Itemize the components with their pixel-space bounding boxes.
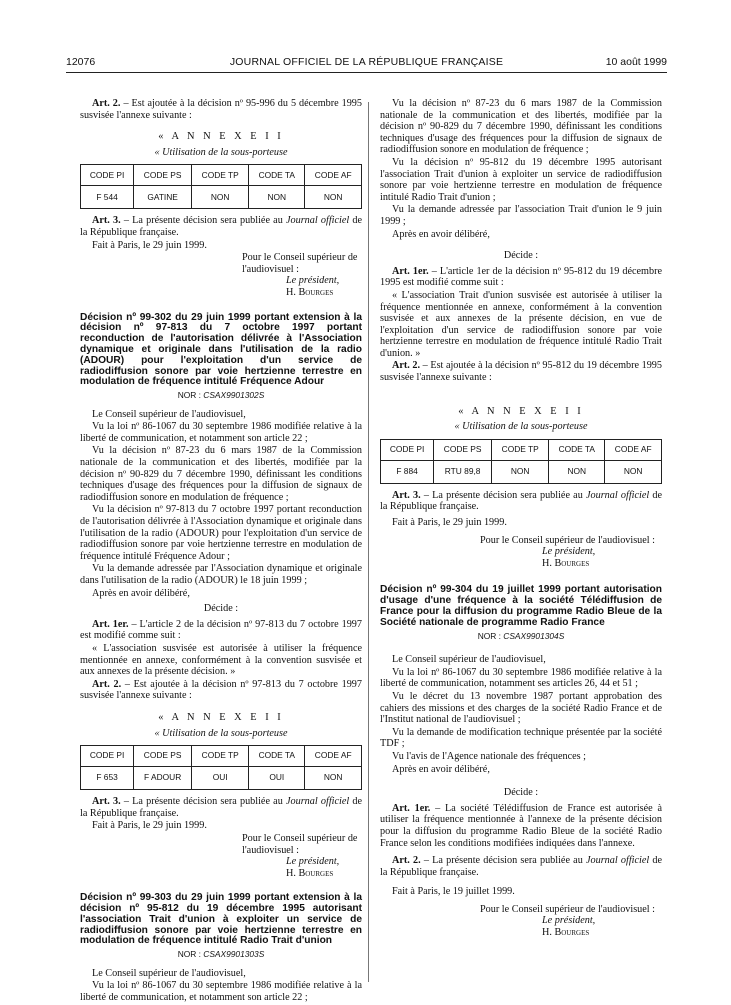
annexe-title: « A N N E X E I I: [158, 131, 284, 143]
fait-line: Fait à Paris, le 29 juin 1999.: [92, 820, 207, 832]
table-row: F 884 RTU 89,8 NON NON NON: [381, 460, 662, 483]
annexe-table: CODE PI CODE PS CODE TP CODE TA CODE AF F 544 GATINE NON NON NON: [80, 164, 362, 209]
article: Art. 3. – La présente décision sera publiée au Journal officiel de la République française.: [80, 796, 363, 819]
annexe-title: « A N N E X E I I: [158, 711, 284, 723]
article: Art. 3. – La présente décision sera publiée au Journal officiel de la République française.: [80, 215, 363, 238]
decision-title: Décision nº 99-303 du 29 juin 1999 portant extension à la décision nº 95-812 du 19 décembre 1995 autorisant l'association Trait d'union à exploiter un service de radiodiffusion sonore par voie hertzienne terrestre en modulation de fréquence intitulé Radio Trait d'union: [80, 892, 362, 947]
left-column: Art. 2. – Est ajoutée à la décision nº 95-996 du 5 décembre 1995 susvisée l'annexe suivante : « A N N E X E I I « Utilisation de la sous-porteuse CODE PI CODE PS CODE TP CODE TA CODE AF F 544 GATINE NON NON NON Art. 3. – La présente décision sera publiée au Journal officiel de la République française. Fait à Paris, le 29 juin 1999. Pour le Conseil supérieur de l'audiovisuel : Le président, H. Bourges Décision nº 99-302 du 29 juin 1999 portant extension à la décision nº 97-813 du 7 octobre 1997 portant reconduction de l'autorisation délivrée à l'Association dynamique et originale dans l'utilisation de la radio (ADOUR) pour l'exploitation d'un service de radiodiffusion sonore par voie hertzienne terrestre en modulation de fréquence intitulé Fréquence Adour NOR : CSAX9901302S Le Conseil supérieur de l'audiovisuel, Vu la loi nº 86-1067 du 30 septembre 1986 modifiée relative à la liberté de communication, et notamment son article 22 ; Vu la décision nº 87-23 du 6 mars 1987 de la Commission nationale de la communication et des libertés, modifiée par la décision nº 90-829 du 7 décembre 1990, définissant les conditions techniques d'usage des fréquences pour la diffusion de signaux de radiodiffusion sonore en modulation de fréquence ; Vu la décision nº 97-813 du 7 octobre 1997 portant reconduction de l'autorisation délivrée à l'Association dynamique et originale dans l'utilisation de la radio (ADOUR) pour l'exploitation d'un service de radiodiffusion sonore par voie hertzienne terrestre en modulation de fréquence intitulé Fréquence Adour ; Vu la demande adressée par l'Association dynamique et originale dans l'utilisation de la radio (ADOUR) le 18 juin 1999 ; Après en avoir délibéré, Décide : Art. 1er. – L'article 2 de la décision nº 97-813 du 7 octobre 1997 est modifié comme suit : « L'association susvisée est autorisée à utiliser la fréquence mentionnée en annexe, conformément à la convention susvisée et aux annexes de la présente décision. » Art. 2. – Est ajoutée à la décision nº 97-813 du 7 octobre 1997 susvisée l'annexe suivante : « A N N E X E I I « Utilisation de la sous-porteuse CODE PI CODE PS CODE TP CODE TA CODE AF F 653 F ADOUR OUI OUI NON Art. 3. – La présente décision sera publiée au Journal officiel de la République française. Fait à Paris, le 29 juin 1999. Pour le Conseil supérieur de l'audiovisuel : Le président, H. Bourges Décision nº 99-303 du 29 juin 1999 portant extension à la décision nº 95-812 du 19 décembre 1995 autorisant l'association Trait d'union à exploiter un service de radiodiffusion sonore par voie hertzienne terrestre en modulation de fréquence intitulé Radio Trait d'union NOR : CSAX9901303S Le Conseil supérieur de l'audiovisuel, Vu la loi nº 86-1067 du 30 septembre 1986 modifiée relative à la liberté de communication, et notamment son article 22 ;: [80, 98, 363, 1004]
header-rule: [66, 72, 667, 73]
decide-heading: Décide :: [203, 603, 239, 615]
signature-block: Pour le Conseil supérieur de l'audiovisuel : Le président, H. Bourges: [242, 252, 358, 298]
article: Art. 3. – La présente décision sera publiée au Journal officiel de la République française.: [380, 489, 663, 513]
decide-heading: Décide :: [503, 250, 539, 262]
decide-heading: Décide :: [503, 787, 539, 799]
nor-reference: NOR : CSAX9901304S: [477, 630, 565, 641]
table-row: F 653 F ADOUR OUI OUI NON: [81, 767, 362, 790]
nor-reference: NOR : CSAX9901302S: [177, 390, 265, 401]
article: Art. 2. – Est ajoutée à la décision nº 97-813 du 7 octobre 1997 susvisée l'annexe suivante :: [80, 678, 362, 702]
annexe-subtitle: « Utilisation de la sous-porteuse: [454, 421, 588, 433]
issue-date: 10 août 1999: [605, 56, 667, 68]
annexe-title: « A N N E X E I I: [458, 405, 584, 417]
column-divider: [368, 102, 369, 982]
table-row: F 544 GATINE NON NON NON: [81, 186, 362, 209]
article: Art. 1er. – L'article 1er de la décision nº 95-812 du 19 décembre 1995 est modifié comme suit :: [380, 265, 662, 289]
nor-reference: NOR : CSAX9901303S: [177, 949, 265, 960]
annexe-subtitle: « Utilisation de la sous-porteuse: [154, 146, 288, 158]
annexe-table: CODE PI CODE PS CODE TP CODE TA CODE AF F 884 RTU 89,8 NON NON NON: [380, 439, 662, 484]
signature-block: Pour le Conseil supérieur de l'audiovisuel : Le président, H. Bourges: [480, 534, 655, 569]
fait-line: Fait à Paris, le 19 juillet 1999.: [392, 886, 515, 898]
page-number: 12076: [66, 56, 96, 68]
fait-line: Fait à Paris, le 29 juin 1999.: [392, 517, 507, 529]
annexe-table: CODE PI CODE PS CODE TP CODE TA CODE AF F 653 F ADOUR OUI OUI NON: [80, 745, 362, 790]
right-column: Vu la décision nº 87-23 du 6 mars 1987 de la Commission nationale de la communication et des libertés, modifiée par la décision nº 90-829 du 7 décembre 1990, définissant les conditions techniques d'usage des fréquences pour la diffusion de signaux de radiodiffusion sonore en modulation de fréquence ; Vu la décision nº 95-812 du 19 décembre 1995 autorisant l'association Trait d'union à exploiter un service de radiodiffusion sonore par voie hertzienne terrestre en modulation de fréquence intitulé Radio Trait d'union ; Vu la demande adressée par l'association Trait d'union le 9 juin 1999 ; Après en avoir délibéré, Décide : Art. 1er. – L'article 1er de la décision nº 95-812 du 19 décembre 1995 est modifié comme suit : « L'association Trait d'union susvisée est autorisée à utiliser la fréquence mentionnée en annexe, conformément à la convention susvisée et aux annexes de la présente décision, en vue de l'exploitation d'un service de radiodiffusion sonore par voie hertzienne terrestre en modulation de fréquence intitulé Radio Trait d'union. » Art. 2. – Est ajoutée à la décision nº 95-812 du 19 décembre 1995 susvisée l'annexe suivante : « A N N E X E I I « Utilisation de la sous-porteuse CODE PI CODE PS CODE TP CODE TA CODE AF F 884 RTU 89,8 NON NON NON Art. 3. – La présente décision sera publiée au Journal officiel de la République française. Fait à Paris, le 29 juin 1999. Pour le Conseil supérieur de l'audiovisuel : Le président, H. Bourges Décision nº 99-304 du 19 juillet 1999 portant autorisation d'usage d'une fréquence à la société Télédiffusion de France pour la diffusion du programme Radio Bleue de la Société nationale de programme Radio France NOR : CSAX9901304S Le Conseil supérieur de l'audiovisuel, Vu la loi nº 86-1067 du 30 septembre 1986 modifiée relative à la liberté de communication, notamment ses articles 26, 44 et 51 ; Vu le décret du 13 novembre 1987 portant approbation des cahiers des missions et des charges de la société Radio France et de l'Institut national de l'audiovisuel ; Vu la demande de modification technique présentée par la société TDF ; Vu l'avis de l'Agence nationale des fréquences ; Après en avoir délibéré, Décide : Art. 1er. – La société Télédiffusion de France est autorisée à utiliser la fréquence mentionnée à l'annexe de la présente décision pour la diffusion du programme Radio Bleue de la société Radio France selon les conditions modifiées indiquées dans l'annexe. Art. 2. – La présente décision sera publiée au Journal officiel de la République française. Fait à Paris, le 19 juillet 1999. Pour le Conseil supérieur de l'audiovisuel : Le président, H. Bourges: [380, 98, 663, 939]
signature-block: Pour le Conseil supérieur de l'audiovisuel : Le président, H. Bourges: [242, 832, 358, 879]
article: Art. 2. – Est ajoutée à la décision nº 95-812 du 19 décembre 1995 susvisée l'annexe suivante :: [380, 360, 662, 384]
signature-block: Pour le Conseil supérieur de l'audiovisuel : Le président, H. Bourges: [480, 903, 655, 939]
article: Art. 1er. – L'article 2 de la décision nº 97-813 du 7 octobre 1997 est modifié comme suit :: [80, 618, 362, 642]
journal-title: JOURNAL OFFICIEL DE LA RÉPUBLIQUE FRANÇAISE: [229, 56, 504, 68]
article: Art. 2. – Est ajoutée à la décision nº 95-996 du 5 décembre 1995 susvisée l'annexe suivante :: [80, 98, 362, 121]
fait-line: Fait à Paris, le 29 juin 1999.: [92, 239, 207, 251]
article: Art. 2. – La présente décision sera publiée au Journal officiel de la République française.: [380, 855, 663, 878]
annexe-subtitle: « Utilisation de la sous-porteuse: [154, 727, 288, 739]
page-header: [66, 56, 667, 70]
decision-title: Décision nº 99-304 du 19 juillet 1999 portant autorisation d'usage d'une fréquence à la société Télédiffusion de France pour la diffusion du programme Radio Bleue de la Société nationale de programme Radio France: [380, 584, 662, 628]
article: Art. 1er. – La société Télédiffusion de France est autorisée à utiliser la fréquence mentionnée à l'annexe de la présente décision pour la diffusion du programme Radio Bleue de la société Radio France selon les conditions modifiées indiquées dans l'annexe.: [380, 802, 662, 849]
decision-title: Décision nº 99-302 du 29 juin 1999 portant extension à la décision nº 97-813 du 7 octobre 1997 portant reconduction de l'autorisation délivrée à l'Association dynamique et originale dans l'utilisation de la radio (ADOUR) pour l'exploitation d'un service de radiodiffusion sonore par voie hertzienne terrestre en modulation de fréquence intitulé Fréquence Adour: [80, 311, 362, 388]
